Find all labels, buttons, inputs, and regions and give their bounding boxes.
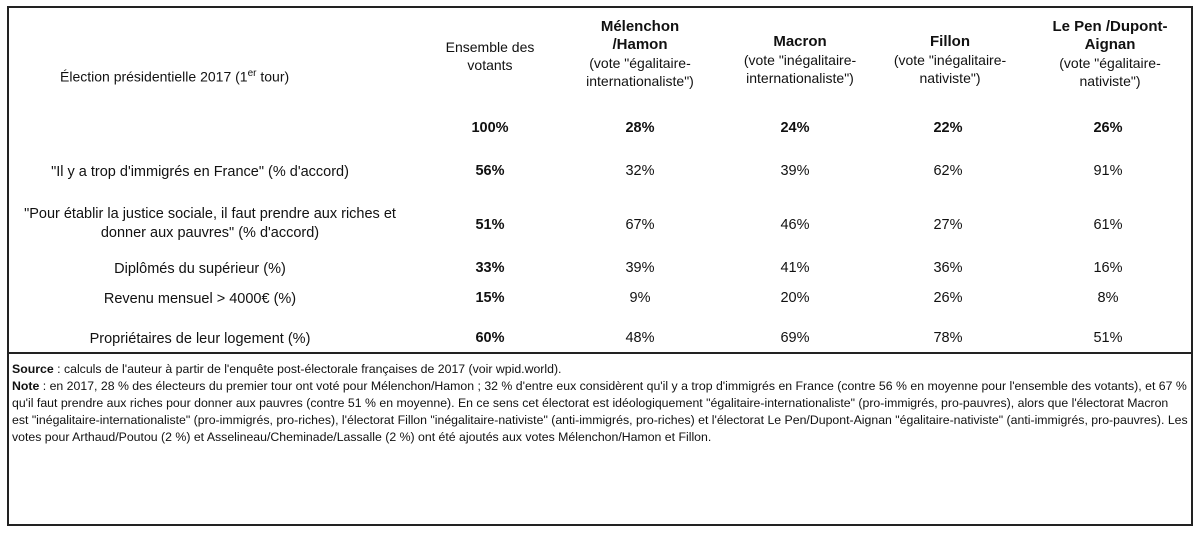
table-row (0, 330, 1186, 350)
table-row (0, 290, 1186, 310)
table-title (60, 68, 289, 85)
row-value: 100% (471, 120, 509, 136)
source-text: : calculs de l'auteur à partir de l'enquête post-électorale françaises de 2017 (voir wpid.world). (53, 362, 562, 376)
row-value: 20% (780, 290, 810, 306)
row-value: 27% (933, 217, 963, 233)
row-label: Propriétaires de leur logement (%) (89, 331, 311, 347)
row-value: 39% (780, 163, 810, 179)
notes-block (12, 361, 1188, 446)
row-value: 22% (933, 120, 963, 136)
row-value: 36% (933, 260, 963, 276)
row-value: 56% (475, 163, 505, 179)
note-label: Note (12, 379, 40, 393)
row-label: Revenu mensuel > 4000€ (%) (103, 291, 297, 307)
row-label: "Pour établir la justice sociale, il faut prendre aux riches et donner aux pauvres" (% d'accord) (24, 206, 396, 241)
row-value: 9% (629, 290, 651, 306)
row-value: 69% (780, 330, 810, 346)
table-row (0, 260, 1186, 280)
row-value: 48% (625, 330, 655, 346)
source-label: Source (12, 362, 54, 376)
header-macron (720, 33, 880, 87)
row-value: 28% (625, 120, 655, 136)
header-ensemble-text: Ensemble des votants (445, 39, 535, 73)
header-ensemble (415, 38, 565, 74)
table-row (0, 120, 1186, 140)
row-value: 24% (780, 120, 810, 136)
title-prefix: Élection présidentielle 2017 (1 (60, 68, 248, 85)
row-value: 51% (475, 217, 505, 233)
row-value: 33% (475, 260, 505, 276)
row-value: 91% (1093, 163, 1123, 179)
row-label: "Il y a trop d'immigrés en France" (% d'accord) (51, 164, 349, 180)
header-fillon-name: Fillon (930, 33, 970, 50)
header-macron-name: Macron (773, 33, 827, 50)
row-value: 32% (625, 163, 655, 179)
row-value: 78% (933, 330, 963, 346)
header-fillon-sub: (vote "inégalitaire-nativiste") (893, 52, 1007, 86)
header-macron-sub: (vote "inégalitaire-internationaliste") (743, 52, 857, 86)
header-melenchon (560, 18, 720, 90)
header-melenchon-sub: (vote "égalitaire-internationaliste") (586, 55, 694, 89)
row-value: 39% (625, 260, 655, 276)
note-text: : en 2017, 28 % des électeurs du premier tour ont voté pour Mélenchon/Hamon ; 32 % d'entre eux considèrent qu'il y a trop d'immigrés en France (contre 56 % en moyenne pour l'ensemble des votants), et 67 % qu'il faut prendre aux riches pour donner aux pauvres (contre 51 % en moyenne). En ce sens cet électorat est idéologiquement "égalitaire-internationaliste" (pro-immigrés, pro-pauvres), alors que l'électorat Macron est "inégalitaire-internationaliste" (pro-immigrés, pro-riches), l'électorat Fillon "inégalitaire-nativiste" (anti-immigrés, pro-riches) et l'électorat Le Pen/Dupont-Aignan "égalitaire-nativiste" (anti-immigrés, pro-pauvres). Les votes pour Arthaud/Poutou (2 %) et Asselineau/Cheminade/Lassalle (2 %) ont été ajoutés aux votes Mélenchon/Hamon et Fillon. (12, 379, 1188, 444)
row-label: Diplômés du supérieur (%) (114, 261, 286, 277)
header-melenchon-name: Mélenchon /Hamon (600, 18, 680, 53)
row-value: 46% (780, 217, 810, 233)
row-value: 62% (933, 163, 963, 179)
row-value: 51% (1093, 330, 1123, 346)
header-lepen-name: Le Pen /Dupont-Aignan (1052, 18, 1168, 53)
title-suffix: tour) (256, 68, 290, 85)
row-value: 15% (475, 290, 505, 306)
header-lepen (1030, 18, 1190, 90)
row-value: 60% (475, 330, 505, 346)
title-sup: er (247, 68, 257, 79)
header-fillon (870, 33, 1030, 87)
table-row (0, 205, 1186, 245)
row-value: 26% (1093, 120, 1123, 136)
row-value: 41% (780, 260, 810, 276)
row-value: 16% (1093, 260, 1123, 276)
row-value: 61% (1093, 217, 1123, 233)
row-value: 8% (1097, 290, 1119, 306)
header-lepen-sub: (vote "égalitaire-nativiste") (1059, 55, 1161, 89)
row-value: 26% (933, 290, 963, 306)
row-value: 67% (625, 217, 655, 233)
table-separator (7, 352, 1193, 354)
table-row (0, 163, 1186, 183)
